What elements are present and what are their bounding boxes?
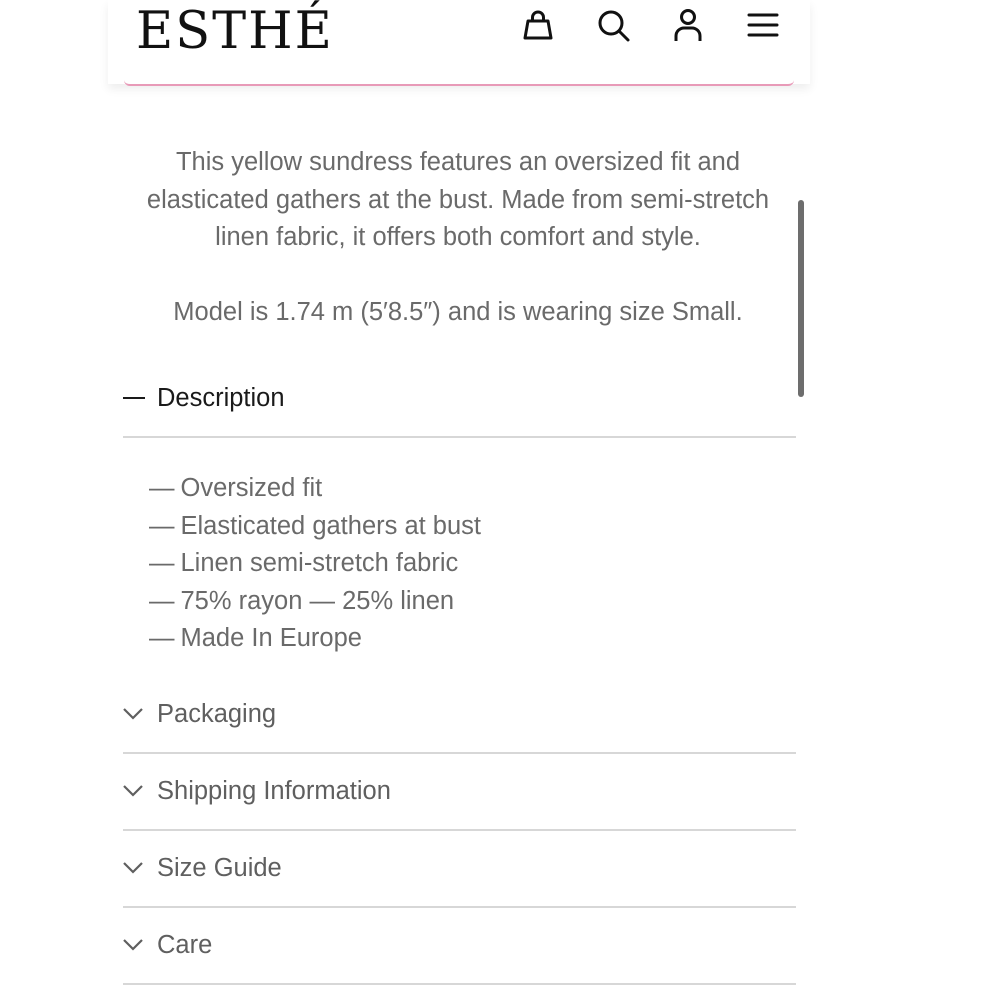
accordion-description[interactable] — [123, 360, 796, 438]
collapse-dash-icon — [123, 386, 157, 410]
list-item: — Linen semi-stretch fabric — [149, 549, 459, 577]
site-header — [108, 0, 810, 84]
description-list — [149, 470, 481, 658]
list-item: — Made In Europe — [149, 624, 362, 652]
accordion-size-guide[interactable] — [123, 830, 796, 908]
model-size-note: Model is 1.74 m (5′8.5″) and is wearing size Small. — [173, 298, 743, 326]
accordion-size-guide-label: Size Guide — [157, 853, 282, 882]
chevron-down-icon — [123, 779, 157, 803]
brand-logo[interactable]: ESTHÉ — [136, 2, 334, 61]
bag-icon[interactable] — [518, 5, 558, 45]
accordion-description-label: Description — [157, 383, 285, 412]
accordion-care[interactable] — [123, 907, 796, 985]
scrollbar[interactable] — [798, 200, 804, 397]
product-intro-text: This yellow sundress features an oversized fit and elasticated gathers at the bust. Made from semi-stretch linen fabric, it offers both comfort and style. — [146, 148, 770, 251]
menu-icon[interactable] — [743, 5, 783, 45]
list-item: — Elasticated gathers at bust — [149, 511, 482, 540]
accordion-care-label: Care — [157, 930, 213, 959]
list-item: — Oversized fit — [149, 474, 323, 502]
chevron-down-icon — [123, 856, 157, 880]
chevron-down-icon — [123, 933, 157, 957]
search-icon[interactable] — [593, 5, 633, 45]
chevron-down-icon — [123, 702, 157, 726]
header-accent-line — [124, 80, 794, 86]
account-icon[interactable] — [668, 5, 708, 45]
accordion-shipping-information[interactable] — [123, 753, 796, 831]
accordion-packaging[interactable] — [123, 676, 796, 754]
accordion-shipping-label: Shipping Information — [157, 776, 391, 805]
accordion-packaging-label: Packaging — [157, 699, 277, 728]
list-item: — 75% rayon — 25% linen — [149, 586, 455, 615]
